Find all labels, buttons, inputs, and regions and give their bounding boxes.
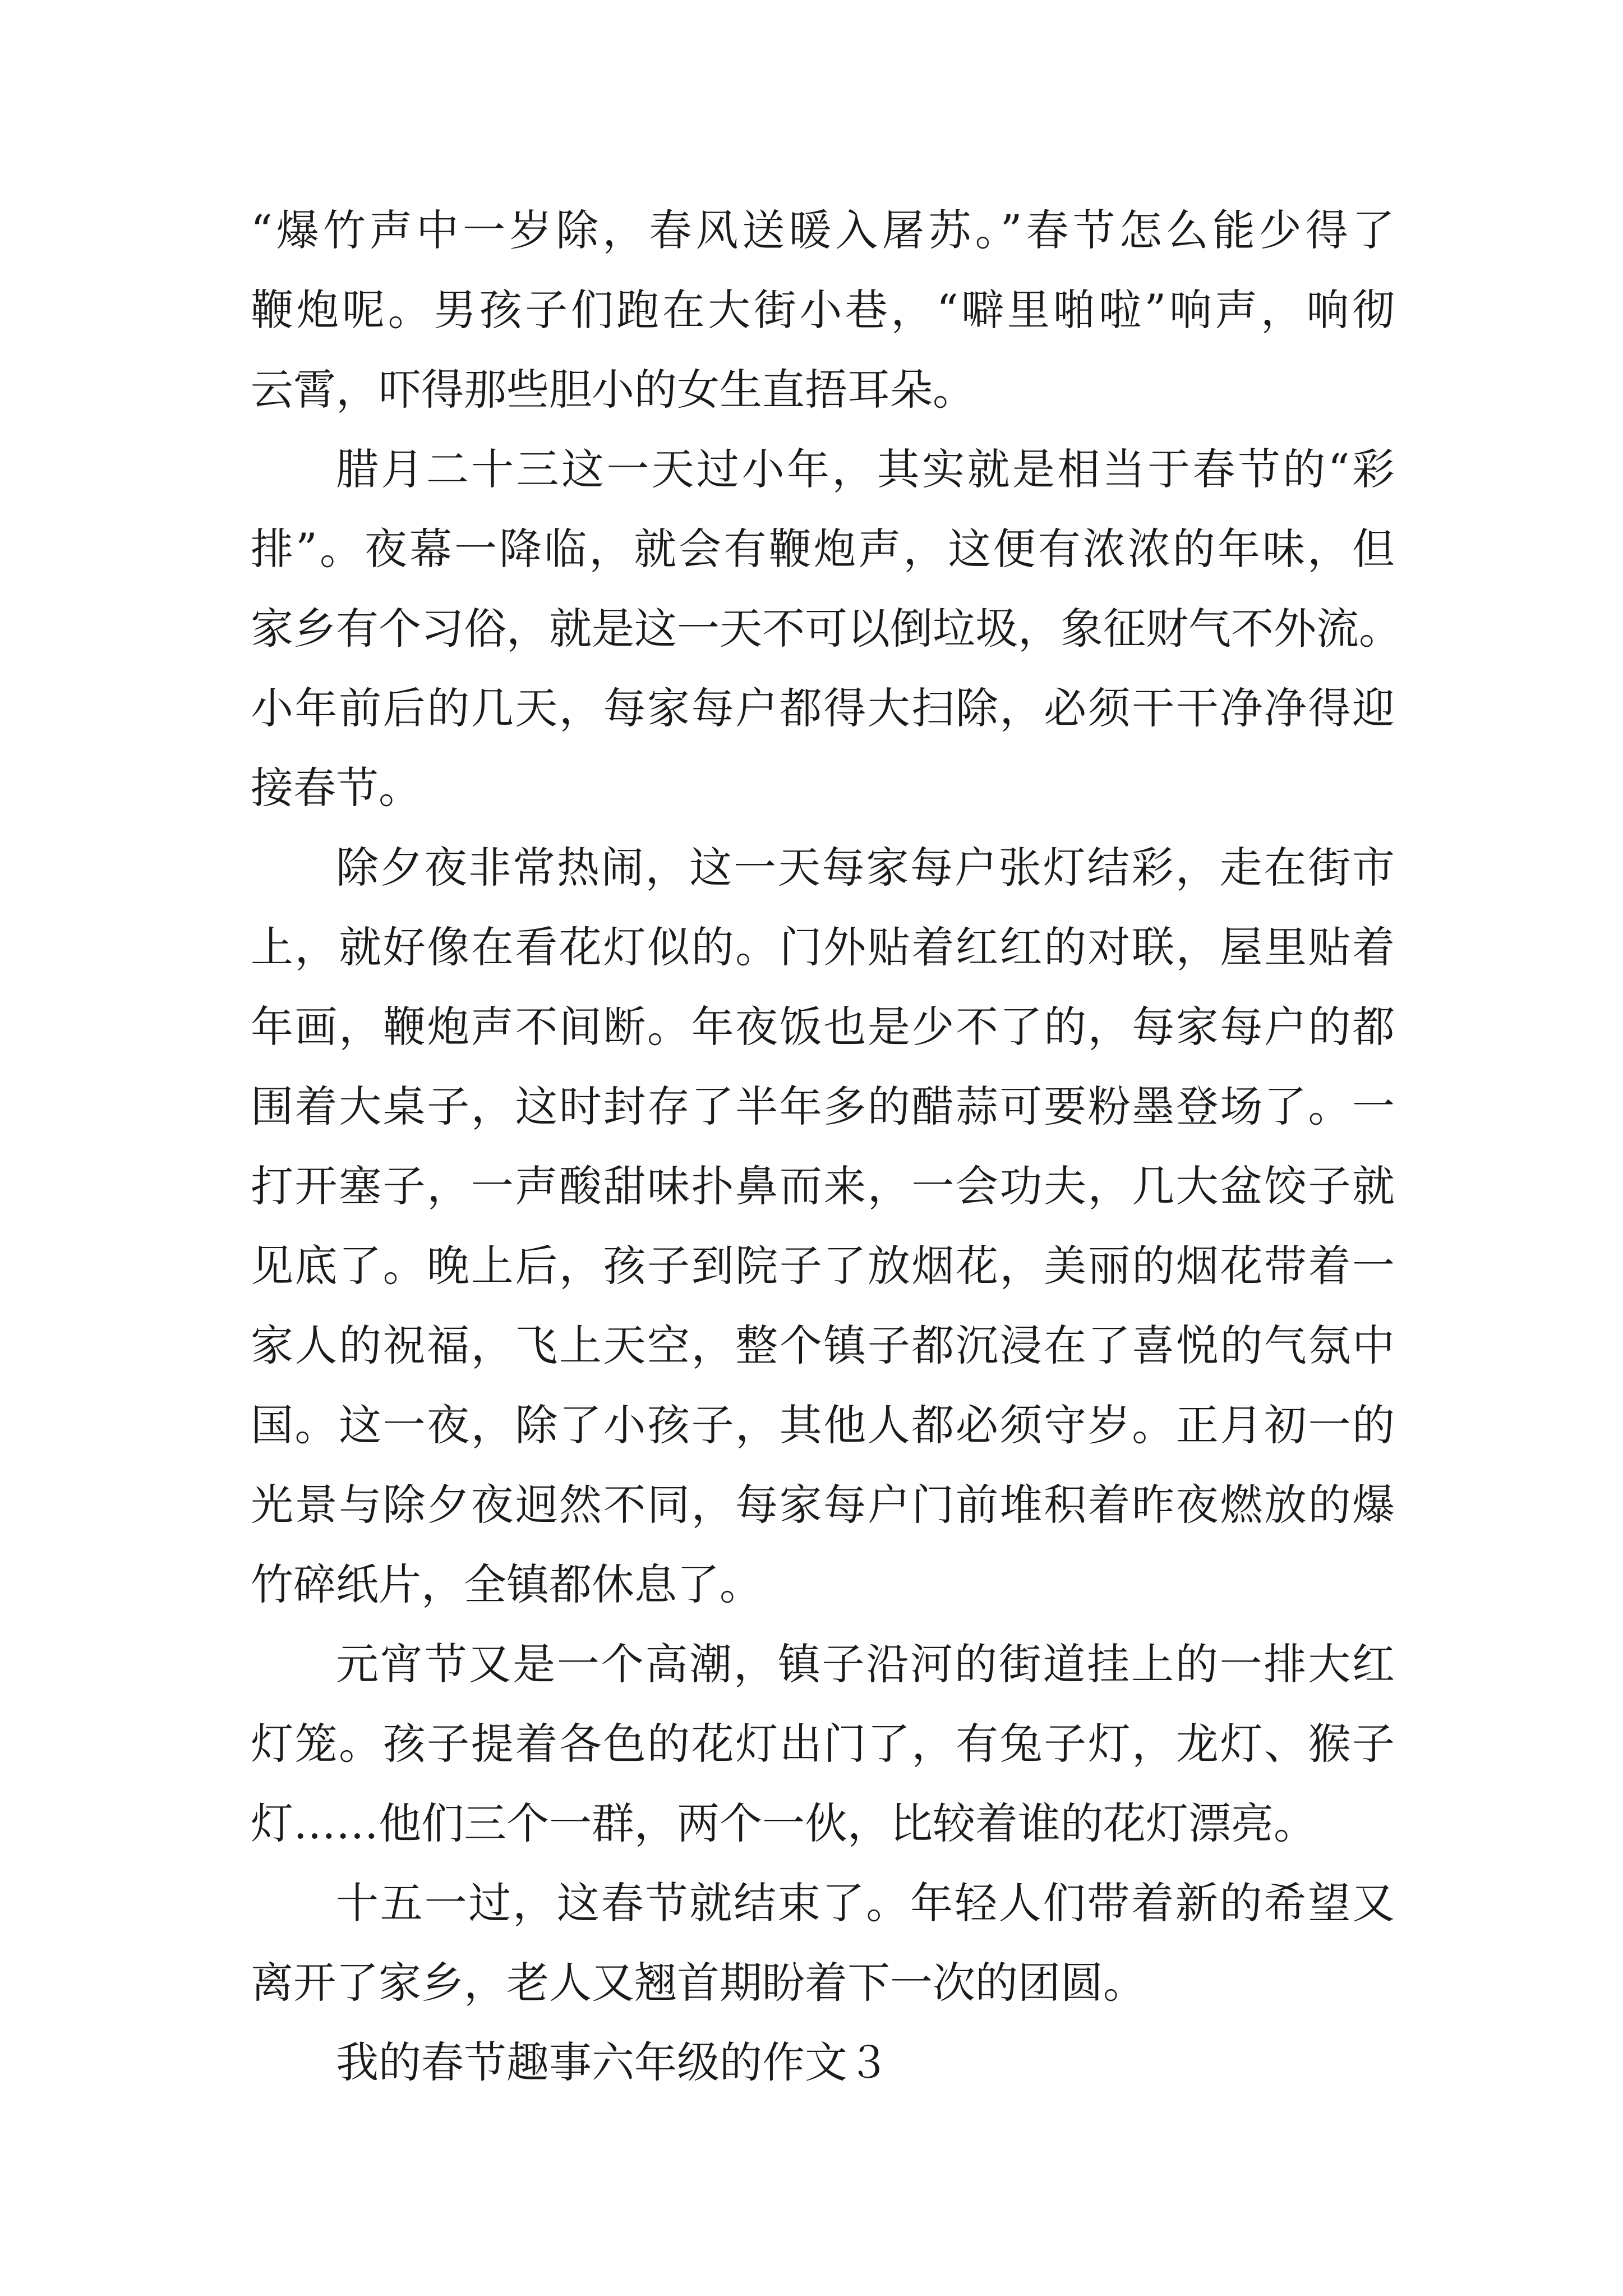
paragraph-3-line-6: 见底了。晚上后，孩子到院子了放烟花，美丽的烟花带着一 (251, 1241, 1395, 1291)
paragraph-2-line-3: 家乡有个习俗，就是这一天不可以倒垃圾，象征财气不外流。 (251, 604, 1401, 654)
paragraph-4-line-3: 灯……他们三个一群，两个一伙，比较着谁的花灯漂亮。 (251, 1798, 1316, 1848)
paragraph-3-line-2: 上，就好像在看花灯似的。门外贴着红红的对联，屋里贴着 (251, 922, 1395, 972)
paragraph-1-line-3: 云霄，吓得那些胆小的女生直捂耳朵。 (251, 365, 975, 415)
paragraph-2-line-2: 排”。夜幕一降临，就会有鞭炮声，这便有浓浓的年味，但 (251, 524, 1395, 574)
paragraph-3-line-1: 除夕夜非常热闹，这一天每家每户张灯结彩，走在街市 (336, 843, 1395, 892)
paragraph-5-line-1: 十五一过，这春节就结束了。年轻人们带着新的希望又 (336, 1878, 1395, 1928)
paragraph-3-line-5: 打开塞子，一声酸甜味扑鼻而来，一会功夫，几大盆饺子就 (251, 1161, 1395, 1211)
paragraph-5-line-2: 离开了家乡，老人又翘首期盼着下一次的团圆。 (251, 1958, 1146, 2008)
paragraph-4-line-1: 元宵节又是一个高潮，镇子沿河的街道挂上的一排大红 (336, 1639, 1395, 1689)
paragraph-2-line-1: 腊月二十三这一天过小年，其实就是相当于春节的“彩 (336, 444, 1395, 494)
paragraph-4-line-2: 灯笼。孩子提着各色的花灯出门了，有兔子灯，龙灯、猴子 (251, 1719, 1395, 1769)
paragraph-3-line-7: 家人的祝福，飞上天空，整个镇子都沉浸在了喜悦的气氛中 (251, 1320, 1395, 1370)
paragraph-2-line-4: 小年前后的几天，每家每户都得大扫除，必须干干净净得迎 (251, 683, 1395, 733)
paragraph-3-line-8: 国。这一夜，除了小孩子，其他人都必须守岁。正月初一的 (251, 1400, 1395, 1450)
paragraph-3-line-4: 围着大桌子，这时封存了半年多的醋蒜可要粉墨登场了。一 (251, 1082, 1395, 1131)
paragraph-2-line-5: 接春节。 (251, 763, 421, 813)
paragraph-1-line-2: 鞭炮呢。男孩子们跑在大街小巷，“噼里啪啦”响声，响彻 (251, 285, 1395, 335)
paragraph-3-line-3: 年画，鞭炮声不间断。年夜饭也是少不了的，每家每户的都 (251, 1002, 1395, 1052)
section-title-line: 我的春节趣事六年级的作文３ (336, 2037, 890, 2087)
paragraph-3-line-9: 光景与除夕夜迥然不同，每家每户门前堆积着昨夜燃放的爆 (251, 1480, 1395, 1530)
paragraph-1-line-1: “爆竹声中一岁除，春风送暖入屠苏。”春节怎么能少得了 (251, 205, 1395, 255)
paragraph-3-line-10: 竹碎纸片，全镇都休息了。 (251, 1559, 762, 1609)
